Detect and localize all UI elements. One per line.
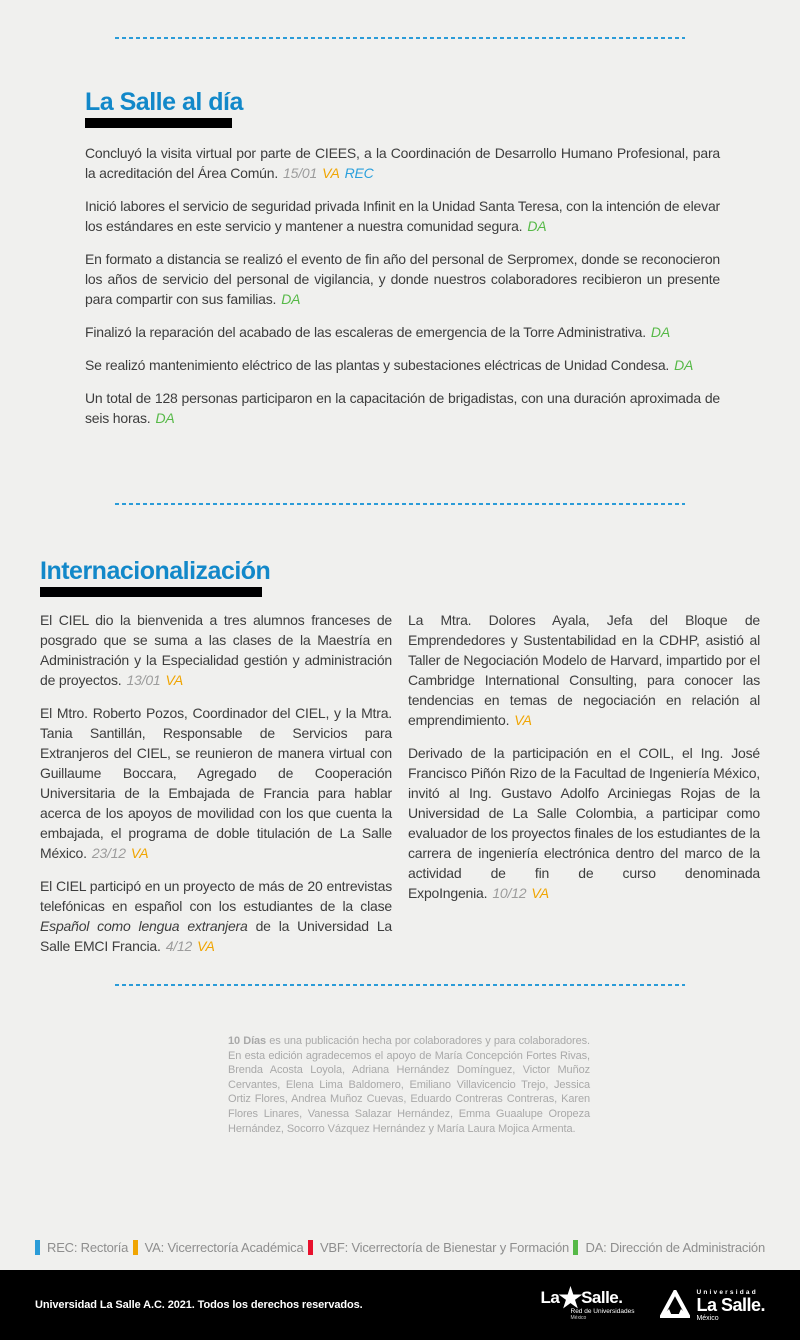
legend-item-va [133, 1240, 304, 1255]
news-paragraph [40, 876, 392, 956]
tag-da: DA [650, 324, 670, 340]
section-title-internacionalizacion: Internacionalización [40, 557, 271, 585]
news-paragraph [40, 703, 392, 863]
tag-va: VA [130, 845, 149, 861]
section-title-la-salle-al-dia: La Salle al día [85, 88, 243, 116]
news-paragraph [85, 249, 720, 309]
tag-va: VA [165, 672, 184, 688]
legend-color-bar-icon [573, 1240, 578, 1255]
logo-word-la-salle: La Salle. [696, 1294, 765, 1315]
footer-logos [540, 1282, 766, 1322]
universidad-la-salle-logo [660, 1289, 765, 1322]
news-paragraph [408, 610, 760, 730]
tag-da: DA [155, 410, 175, 426]
dashed-divider-middle [115, 503, 685, 505]
legend-label: REC: Rectoría [47, 1240, 129, 1255]
paragraph-text: El CIEL participó en un proyecto de más de 20 entrevistas telefónicas en español con los estudiantes de la clase [40, 878, 392, 914]
title-underline-bar [40, 587, 262, 597]
logo-word-la: La [540, 1288, 560, 1308]
paragraph-text: Finalizó la reparación del acabado de las escaleras de emergencia de la Torre Administrativa. [85, 324, 646, 340]
star-icon: ★ [558, 1282, 583, 1313]
paragraph-text: Concluyó la visita virtual por parte de CIEES, a la Coordinación de Desarrollo Humano Profesional, para la acreditación del Área Común. [85, 145, 720, 181]
universidad-la-salle-wordmark [696, 1289, 765, 1322]
logo-country: México [570, 1315, 587, 1322]
right-column [408, 610, 760, 956]
date-label: 10/12 [492, 885, 527, 901]
italic-phrase: Español como lengua extranjera [40, 918, 248, 934]
paragraph-text: En formato a distancia se realizó el evento de fin año del personal de Serpromex, donde se reconocieron los años de servicio del personal de vigilancia, y donde nuestros colaboradores recibieron un presente para compartir con sus familias. [85, 251, 720, 307]
dashed-divider-top [115, 37, 685, 39]
copyright-text: Universidad La Salle A.C. 2021. Todos los derechos reservados. [35, 1299, 363, 1311]
tag-da: DA [674, 357, 694, 373]
news-paragraph [85, 322, 720, 342]
legend-item-vbf [308, 1240, 569, 1255]
news-paragraph-list [85, 143, 720, 428]
legend-color-bar-icon [35, 1240, 40, 1255]
footer-bar [0, 1270, 800, 1340]
legend-label: VA: Vicerrectoría Académica [144, 1240, 304, 1255]
news-paragraph [85, 388, 720, 428]
date-label: 23/12 [91, 845, 126, 861]
date-label: 13/01 [126, 672, 161, 688]
news-paragraph [85, 143, 720, 183]
tag-da: DA [281, 291, 301, 307]
tag-va: VA [322, 165, 340, 181]
legend-color-bar-icon [133, 1240, 138, 1255]
news-paragraph [85, 355, 720, 375]
la-salle-red-logo [540, 1282, 635, 1322]
title-underline-bar [85, 118, 232, 128]
logo-word-mexico: México [696, 1314, 719, 1322]
paragraph-text: El CIEL dio la bienvenida a tres alumnos franceses de posgrado que se suma a las clases de la Maestría en Administración y la Especialidad gestión y administración de proyectos. [40, 612, 392, 688]
section-la-salle-al-dia [85, 89, 720, 428]
paragraph-text: de la Universidad La Salle EMCI Francia. [40, 918, 393, 954]
legend-label: DA: Dirección de Administración [585, 1240, 765, 1255]
legend-item-da [573, 1240, 765, 1255]
legend-item-rec [35, 1240, 128, 1255]
logo-subtitle: Red de Universidades [570, 1307, 635, 1315]
paragraph-text: Un total de 128 personas participaron en la capacitación de brigadistas, con una duración aproximada de seis horas. [85, 390, 720, 426]
la-salle-emblem-icon [660, 1290, 690, 1320]
credits-text: es una publicación hecha por colaboradores y para colaboradores. En esta edición agradecemos el apoyo de María Concepción Fortes Rivas, Brenda Acosta Loyola, Adriana Hernández Domínguez, Victor Muñoz Cervantes, Elena Lima Baldomero, Emiliano Villavicencio Trejo, Jessica Ortiz Flores, Andrea Muñoz Cuevas, Eduardo Contreras Contreras, Karen Flores Linares, Vanessa Salazar Hernández, Emma Guaalupe Oropeza Hernández, Socorro Vázquez Hernández y María Laura Mojica Armenta. [228, 1035, 590, 1135]
tag-va: VA [531, 885, 549, 901]
paragraph-text: La Mtra. Dolores Ayala, Jefa del Bloque de Emprendedores y Sustentabilidad en la CDHP, asistió al Taller de Negociación Modelo de Harvard, impartido por el Cambridge International Consulting, para conocer las tendencias en temas de negociación en relación al emprendimiento. [408, 612, 760, 728]
newsletter-page [0, 37, 800, 1340]
news-paragraph [85, 196, 720, 236]
date-label: 4/12 [165, 938, 193, 954]
tag-va: VA [514, 712, 532, 728]
logo-word-universidad: Universidad [696, 1288, 758, 1296]
two-column-layout [40, 610, 760, 956]
paragraph-text: Inició labores el servicio de seguridad privada Infinit en la Unidad Santa Teresa, con la intención de elevar los estándares en este servicio y mantener a nuestra comunidad segura. [85, 198, 720, 234]
news-paragraph [408, 743, 760, 903]
publication-name: 10 Días [228, 1035, 267, 1047]
tag-va: VA [197, 938, 215, 954]
tag-legend [35, 1240, 765, 1255]
left-column [40, 610, 392, 956]
legend-label: VBF: Vicerrectoría de Bienestar y Formación [319, 1240, 570, 1255]
date-label: 15/01 [283, 165, 318, 181]
section-internacionalizacion [0, 558, 800, 956]
paragraph-text: El Mtro. Roberto Pozos, Coordinador del CIEL, y la Mtra. Tania Santillán, Responsable de Servicios para Extranjeros del CIEL, se reunieron de manera virtual con Guillaume Boccara, Agregado de Cooperación Universitaria de la Embajada de Francia para hablar acerca de los apoyos de movilidad con los que cuenta la embajada, el programa de doble titulación de La Salle México. [40, 705, 392, 861]
paragraph-text: Se realizó mantenimiento eléctrico de las plantas y subestaciones eléctricas de Unidad Condesa. [85, 357, 670, 373]
news-paragraph [40, 610, 392, 690]
credits-paragraph [228, 1034, 590, 1136]
legend-color-bar-icon [308, 1240, 313, 1255]
dashed-divider-bottom [115, 984, 685, 986]
paragraph-text: Derivado de la participación en el COIL, el Ing. José Francisco Piñón Rizo de la Facultad de Ingeniería México, invitó al Ing. Gustavo Adolfo Arciniegas Rojas de la Universidad de La Salle Colombia, a participar como evaluador de los proyectos finales de los estudiantes de la carrera de ingeniería electrónica dentro del marco de la actividad de fin de curso denominada ExpoIngenia. [408, 745, 760, 901]
logo-word-salle: Salle. [581, 1288, 623, 1308]
tag-da: DA [527, 218, 547, 234]
tag-rec: REC [344, 165, 374, 181]
